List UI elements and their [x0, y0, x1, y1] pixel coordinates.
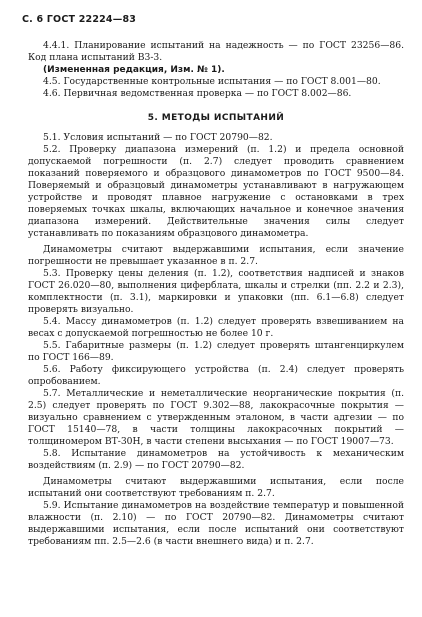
paragraph-5-5: 5.5. Габаритные размеры (п. 1.2) следует проверять штангенциркулем по ГОСТ 166—89. — [28, 340, 404, 363]
paragraph-5-7: 5.7. Металлические и неметаллические неорганические покрытия (п. 2.5) следует проверять по ГОСТ 9.302—88, лакокрасочные покрытия — визуально сравнением с утвержденным эталоном, в части адгезии — по ГОСТ 15140—78, в части толщины лакокрасочных покрытий — толщиномером ВТ-30Н, в части степени высыхания — по ГОСТ 19007—73. — [28, 388, 404, 447]
paragraph-5-4: 5.4. Массу динамометров (п. 1.2) следует проверять взвешиванием на весах с допускаемой погрешностью не более 10 г. — [28, 316, 404, 339]
paragraph-5-2: 5.2. Проверку диапазона измерений (п. 1.2) и предела основной допускаемой погрешности (п. 2.7) следует проводить сравнением показаний поверяемого и образцового динамометров по ГОСТ 9500—84. Поверяемый и образцовый динамометры устанавливают в нагружающем устройстве и проводят плавное нагружение с остановками в трех поверяемых точках шкалы, включающих начальное и конечное значения диапазона измерений. Действительные значения силы следует устанавливать по показаниям образцового динамометра. — [28, 144, 404, 239]
section-title: 5. МЕТОДЫ ИСПЫТАНИЙ — [147, 113, 285, 123]
paragraph-4-6: 4.6. Первичная ведомственная проверка — по ГОСТ 8.002—86. — [43, 88, 352, 99]
paragraph-5-6: 5.6. Работу фиксирующего устройства (п. 2.4) следует проверять опробованием. — [28, 364, 404, 387]
paragraph-5-9: 5.9. Испытание динамометров на воздействие температур и повышенной влажности (п. 2.10) — по ГОСТ 20790—82. Динамометры считают выдержавшими испытания, если после испытаний они соответствуют требованиям пп. 2.5—2.6 (в части внешнего вида) и п. 2.7. — [28, 500, 404, 547]
page-header: С. 6 ГОСТ 22224—83 — [22, 14, 137, 25]
amendment-note: (Измененная редакция, Изм. № 1). — [43, 65, 225, 75]
paragraph-4-4-1: 4.4.1. Планирование испытаний на надежность — по ГОСТ 23256—86. Код плана испытаний В3-3. — [28, 40, 404, 63]
paragraph-5-1: 5.1. Условия испытаний — по ГОСТ 20790—82. — [43, 132, 273, 143]
paragraph-4-5: 4.5. Государственные контрольные испытания — по ГОСТ 8.001—80. — [43, 76, 381, 87]
paragraph-5-3: 5.3. Проверку цены деления (п. 1.2), соответствия надписей и знаков ГОСТ 26.020—80, выполнения циферблата, шкалы и стрелки (пп. 2.2 и 2.3), комплектности (п. 3.1), маркировки и упаковки (пп. 6.1—6.8) следует проверять визуально. — [28, 268, 404, 315]
paragraph-5-8-conclusion: Динамометры считают выдержавшими испытания, если после испытаний они соответствуют требованиям п. 2.7. — [28, 476, 404, 499]
paragraph-5-8: 5.8. Испытание динамометров на устойчивость к механическим воздействиям (п. 2.9) — по ГОСТ 20790—82. — [28, 448, 404, 471]
paragraph-5-2-conclusion: Динамометры считают выдержавшими испытания, если значение погрешности не превышает указанное в п. 2.7. — [28, 244, 404, 267]
